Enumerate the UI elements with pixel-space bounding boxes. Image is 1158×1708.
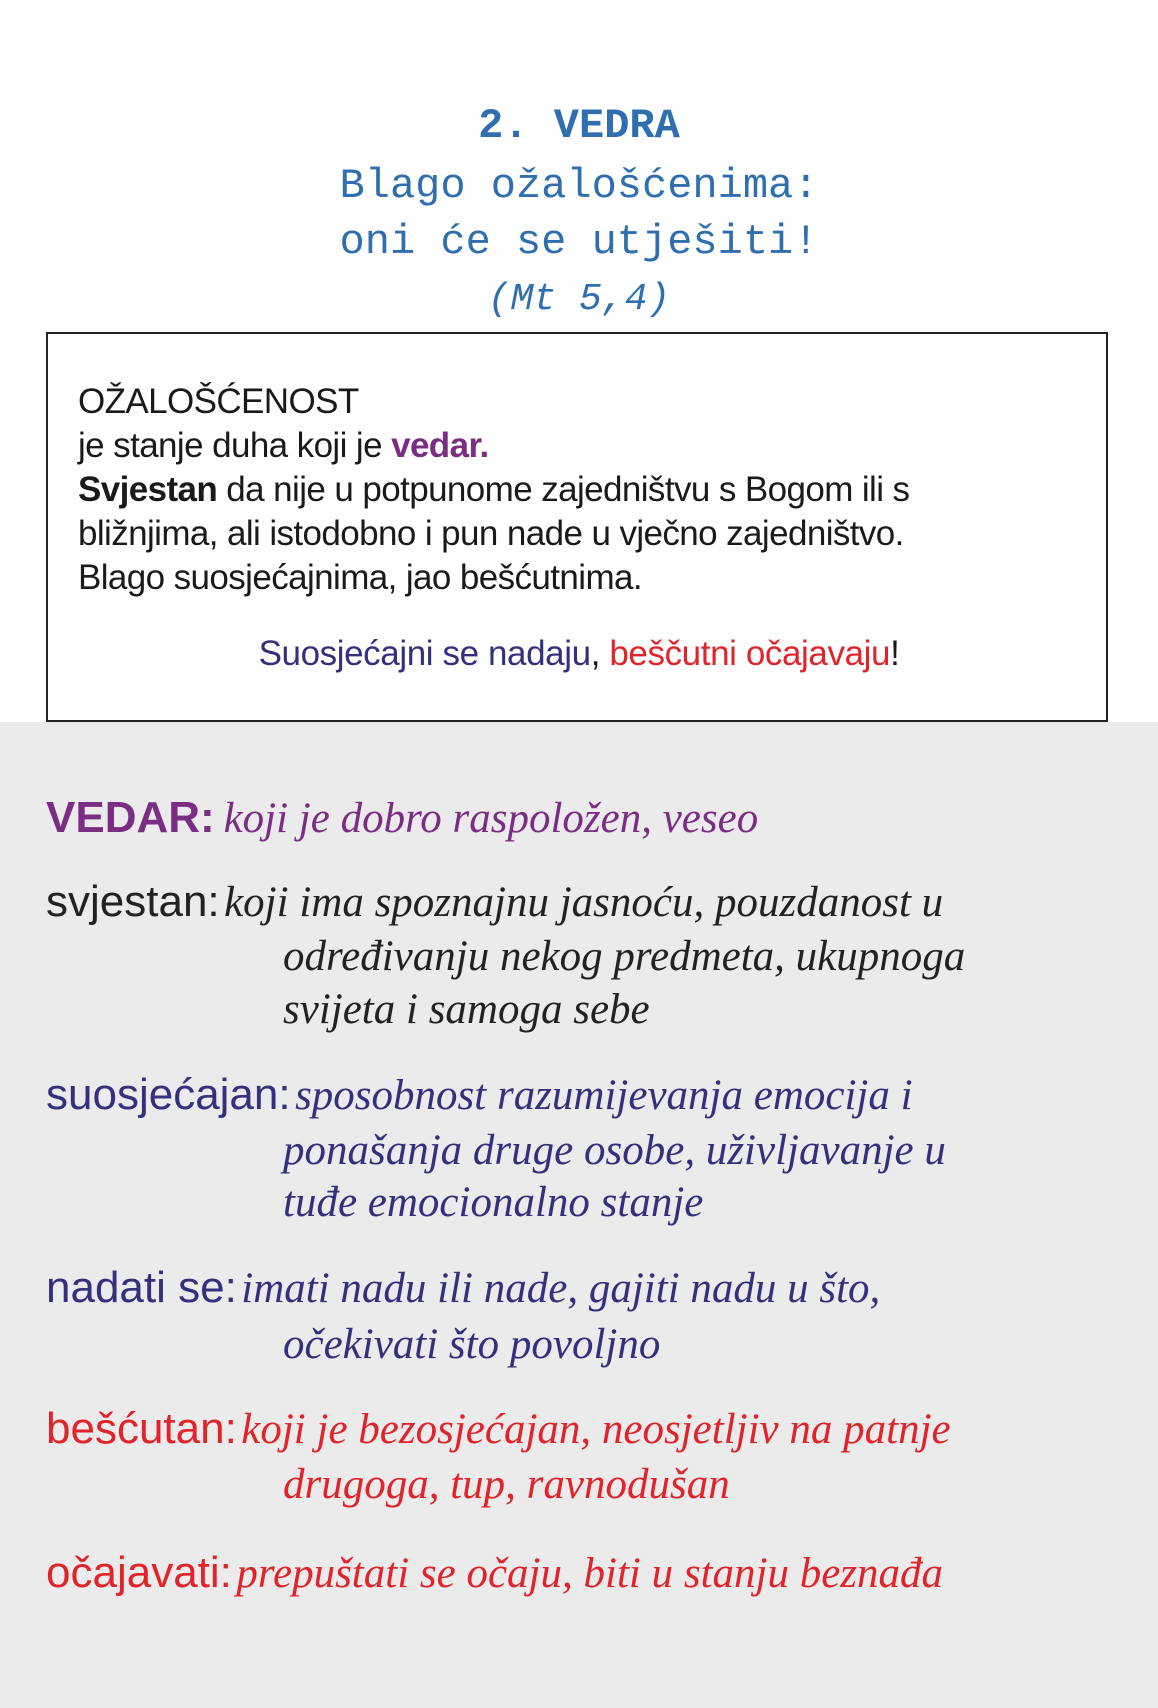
definition-ocajavati [46, 1548, 1126, 1598]
svjestan-highlight: Svjestan [78, 470, 218, 509]
box-line-3-text: da nije u potpunome zajedništvu s Bogom ili s [217, 470, 910, 509]
box-line-5: Blago suosjećajnima, jao bešćutnima. [78, 558, 643, 597]
definition-gloss-continued: svijeta i samoga sebe [283, 986, 650, 1033]
vedar-highlight: vedar. [391, 426, 489, 465]
definition-vedar [46, 793, 1126, 843]
definition-bescutan [46, 1404, 1126, 1454]
definition-gloss-continued: tuđe emocionalno stanje [283, 1179, 704, 1226]
definition-gloss-continued: ponašanja druge osobe, uživljavanje u [283, 1127, 946, 1174]
definition-nadati-se [46, 1263, 1126, 1313]
definition-term: nadati se: [46, 1263, 237, 1312]
box-line-2-text: je stanje duha koji je [78, 426, 392, 465]
definition-gloss-continued: očekivati što povoljno [283, 1321, 661, 1368]
box-line-2 [78, 424, 1098, 468]
definition-gloss: sposobnost razumijevanja emocija i [295, 1072, 913, 1119]
definition-gloss: koji je bezosjećajan, neosjetljiv na patnje [241, 1406, 951, 1453]
definition-gloss: koji ima spoznajnu jasnoću, pouzdanost u [224, 879, 944, 926]
definition-gloss-continued: određivanju nekog predmeta, ukupnoga [283, 933, 966, 980]
tagline-hope: Suosjećajni se nadaju [258, 634, 591, 673]
definition-term: svjestan: [46, 877, 220, 926]
beatitude-line-1: Blago ožalošćenima: [339, 162, 819, 210]
definition-term: VEDAR: [46, 793, 215, 842]
tagline-despair: beščutni očajavaju [609, 634, 891, 673]
definition-term: očajavati: [46, 1548, 232, 1597]
definition-gloss: imati nadu ili nade, gajiti nadu u što, [241, 1265, 881, 1312]
box-line-3 [78, 468, 1098, 512]
box-heading: OŽALOŠĆENOST [78, 382, 359, 421]
definition-gloss: koji je dobro raspoložen, veseo [223, 795, 759, 842]
definition-suosjecajan [46, 1070, 1126, 1120]
tagline-exclamation: ! [890, 634, 900, 673]
definition-svjestan [46, 877, 1126, 927]
box-tagline [48, 634, 1110, 674]
explanation-text [78, 380, 1098, 600]
scripture-reference: (Mt 5,4) [487, 278, 671, 321]
definition-gloss-continued: drugoga, tup, ravnodušan [283, 1461, 730, 1508]
definition-term: bešćutan: [46, 1404, 237, 1453]
box-line-4: bližnjima, ali istodobno i pun nade u vječno zajedništvo. [78, 514, 904, 553]
page-title: 2. VEDRA [478, 102, 680, 150]
beatitude-line-2: oni će se utješiti! [339, 218, 819, 266]
tagline-comma: , [590, 634, 610, 673]
explanation-box [46, 332, 1108, 722]
definition-term: suosjećajan: [46, 1070, 291, 1119]
definition-gloss: prepuštati se očaju, biti u stanju beznađa [236, 1550, 944, 1597]
